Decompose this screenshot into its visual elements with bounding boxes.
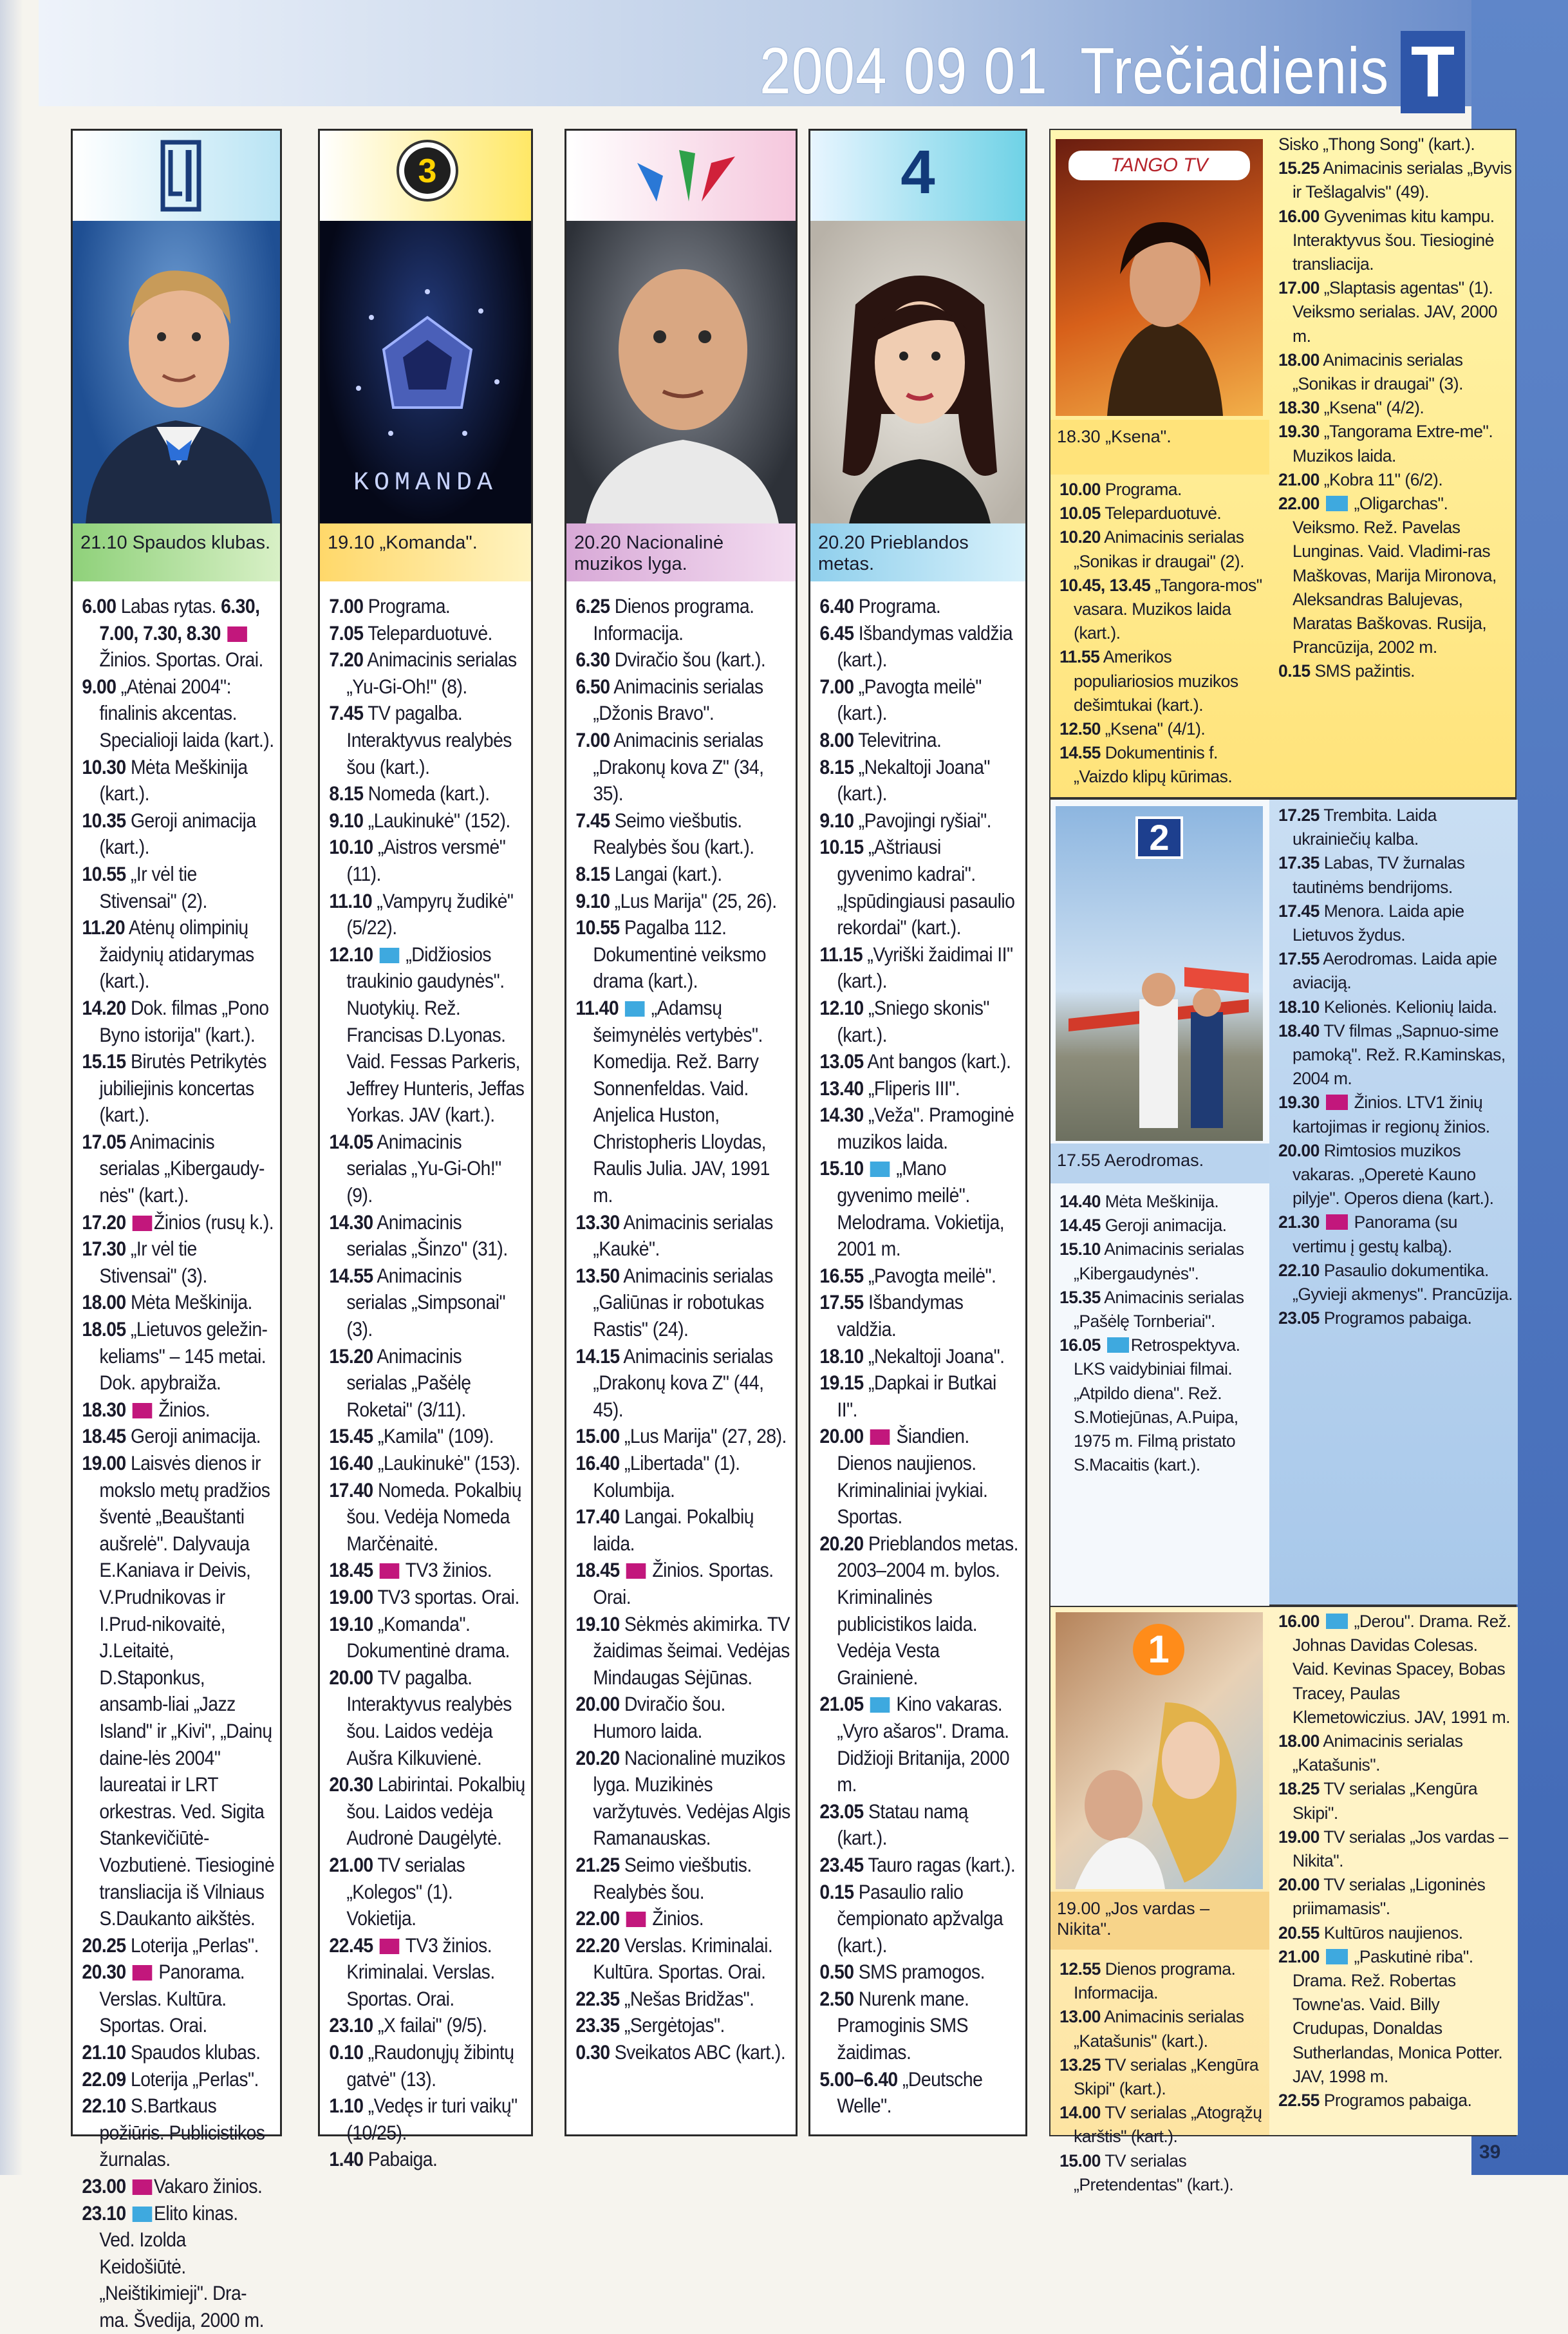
schedule-entry: 15.20 Animacinis serialas „Pašėlę Roketai" (3/11). xyxy=(329,1344,471,1421)
film-badge-icon xyxy=(870,1162,890,1177)
schedule-entry: 17.40 Nomeda. Pokalbių šou. Vedėja Nomeda Marčėnaitė. xyxy=(329,1478,522,1555)
schedule-entry: 19.10 Sėkmės akimirka. TV žaidimas šeimai. Vedėjas Mindaugas Sėjūnas. xyxy=(575,1612,790,1689)
film-badge-icon xyxy=(1107,1337,1129,1353)
schedule-entry: 8.00 Televitrina. xyxy=(819,728,942,751)
schedule-entry: 20.00 Šiandien. Dienos naujienos. Kriminaliniai įvykiai. Sportas. xyxy=(819,1424,988,1529)
lnk-host-photo xyxy=(566,221,796,523)
schedule-entry: 10.05 Teleparduotuvė. xyxy=(1059,504,1222,523)
channel-header-lnk xyxy=(566,131,796,221)
schedule-entry: 23.05 Programos pabaiga. xyxy=(1278,1308,1472,1328)
tv4-logo: 4 xyxy=(901,138,935,207)
schedule-entry: 23.10 „X failai" (9/5). xyxy=(329,2013,487,2037)
schedule-entry: 7.20 Animacinis serialas „Yu-Gi-Oh!" (8). xyxy=(329,648,517,698)
schedule-entry: 15.15 Birutės Petrikytės jubiliejinis koncertas (kart.). xyxy=(82,1049,266,1127)
lnk-logo-icon xyxy=(566,131,799,221)
schedule-entry: 20.20 Nacionalinė muzikos lyga. Muzikinės varžytuvės. Vedėjas Algis Ramanauskas. xyxy=(575,1746,790,1850)
schedule-entry: 17.30 „Ir vėl tie Stivensai" (3). xyxy=(82,1237,207,1287)
schedule-entry: 15.35 Animacinis serialas „Pašėlę Tornberiai". xyxy=(1059,1287,1244,1332)
schedule-entry: 23.05 Statau namą (kart.). xyxy=(819,1799,968,1850)
film-badge-icon xyxy=(133,2207,153,2222)
schedule-entry: 14.30 „Veža". Pramoginė muzikos laida. xyxy=(819,1103,1014,1153)
schedule-entry: 7.05 Teleparduotuvė. xyxy=(329,621,492,645)
schedule-entry: 10.00 Programa. xyxy=(1059,480,1182,499)
schedule-entry: 16.00 „Derou". Drama. Rež. Johnas Davidas Colesas. Vaid. Kevinas Spacey, Bobas Tracey, Paulas Klemetowiczius. JAV, 1991 m. xyxy=(1278,1612,1511,1727)
schedule-entry: 17.20 Žinios (rusų k.). xyxy=(82,1210,274,1234)
schedule-entry: 16.00 Gyvenimas kitu kampu. Interaktyvus šou. Tiesioginė transliacija. xyxy=(1278,206,1495,274)
schedule-entry: 18.45 Žinios. Sportas. Orai. xyxy=(575,1558,774,1608)
schedule-entry: 2.50 Nurenk mane. Pramoginis SMS žaidimas. xyxy=(819,1986,969,2064)
schedule-entry: 7.45 Seimo viešbutis. Realybės šou (kart.). xyxy=(575,808,754,859)
schedule-entry: 22.00 Žinios. xyxy=(575,1906,704,1930)
schedule-entry: 20.30 Labirintai. Pokalbių šou. Laidos vedėja Audronė Daugėlytė. xyxy=(329,1773,525,1850)
schedule-entry: 17.00 „Slaptasis agentas" (1). Veiksmo serialas. JAV, 2000 m. xyxy=(1278,278,1497,346)
channel-column-lnk xyxy=(565,129,798,2136)
schedule-entry: 17.55 Aerodromas. Laida apie aviaciją. xyxy=(1278,949,1497,993)
schedule-entry: 19.30 Žinios. LTV1 žinių kartojimas ir regionų žinios. xyxy=(1278,1093,1490,1136)
page-number: 39 xyxy=(1479,2141,1501,2163)
news-badge-icon xyxy=(870,1429,890,1445)
schedule-entry: 10.55 „Ir vėl tie Stivensai" (2). xyxy=(82,861,207,912)
schedule-entry: 14.20 Dok. filmas „Pono Byno istorija" (kart.). xyxy=(82,995,269,1046)
schedule-entry: 21.30 Panorama (su vertimu į gestų kalbą). xyxy=(1278,1212,1458,1256)
schedule-entry: 12.55 Dienos programa. Informacija. xyxy=(1059,1959,1236,2003)
tango-left xyxy=(1050,130,1269,800)
tango-right xyxy=(1269,130,1518,797)
schedule-entry: 10.35 Geroji animacija (kart.). xyxy=(82,808,256,859)
tv3-komanda-photo xyxy=(320,221,531,523)
news-badge-icon xyxy=(380,1563,400,1579)
schedule-entry: 19.30 „Tangorama Extre-me". Muzikos laida. xyxy=(1278,422,1493,466)
schedule-entry: 20.25 Loterija „Perlas". xyxy=(82,1933,259,1957)
section-letter: T xyxy=(1401,31,1465,113)
schedule-entry: 19.00 TV serialas „Jos vardas – Nikita". xyxy=(1278,1827,1508,1871)
news-badge-icon xyxy=(133,1216,153,1231)
schedule-entry: 16.55 „Pavogta meilė". xyxy=(819,1263,996,1287)
schedule-entry: 23.45 Tauro ragas (kart.). xyxy=(819,1852,1016,1876)
schedule-entry: 15.10 Animacinis serialas „Kibergaudynės". xyxy=(1059,1239,1244,1283)
film-badge-icon xyxy=(1326,1949,1348,1964)
schedule-entry: 22.20 Verslas. Kriminalai. Kultūra. Sportas. Orai. xyxy=(575,1933,773,1984)
ltv2-band xyxy=(1049,798,1517,1606)
schedule-entry: 18.45 Geroji animacija. xyxy=(82,1424,261,1448)
tango-caption: 18.30 „Ksena". xyxy=(1050,420,1269,475)
schedule-entry: 18.30 „Ksena" (4/2). xyxy=(1278,398,1424,418)
tango-band xyxy=(1049,129,1517,798)
schedule-entry: 14.55 Dokumentinis f. „Vaizdo klipų kūrimas. xyxy=(1059,743,1233,787)
schedule-entry: 9.10 „Pavojingi ryšiai". xyxy=(819,808,991,832)
schedule-entry: 15.25 Animacinis serialas „Byvis ir Tešlagalvis" (49). xyxy=(1278,158,1512,202)
schedule-entry: 21.00 „Kobra 11" (6/2). xyxy=(1278,469,1443,489)
schedule-entry: 20.20 Prieblandos metas. 2003–2004 m. bylos. Kriminalinės publicistikos laida. Vedėja Vesta Grainienė. xyxy=(819,1531,1018,1689)
schedule-entry: 22.55 Programos pabaiga. xyxy=(1278,2091,1472,2111)
film-badge-icon xyxy=(380,948,400,963)
schedule-entry: 8.15 „Nekaltoji Joana" (kart.). xyxy=(819,755,990,805)
film-badge-icon xyxy=(1326,496,1348,511)
schedule-entry: 22.35 „Nešas Bridžas". xyxy=(575,1986,754,2010)
schedule-entry: 6.40 Programa. xyxy=(819,594,941,617)
schedule-entry: 0.50 SMS pramogos. xyxy=(819,1960,985,1984)
schedule-entry: 10.45, 13.45 „Tangora-mos" vasara. Muzikos laida (kart.). xyxy=(1059,575,1262,643)
ltv2-schedule-left xyxy=(1050,1190,1269,1477)
schedule-entry: 21.10 Spaudos klubas. xyxy=(82,2040,261,2064)
schedule-entry: 20.00 TV pagalba. Interaktyvus realybės šou. Laidos vedėja Aušra Kilkuvienė. xyxy=(329,1665,512,1769)
schedule-entry: 6.45 Išbandymas valdžia (kart.). xyxy=(819,621,1013,672)
schedule-entry: 14.30 Animacinis serialas „Šinzo" (31). xyxy=(329,1210,508,1261)
schedule-entry: 10.10 „Aistros versmė" (11). xyxy=(329,835,506,885)
schedule-entry: 13.50 Animacinis serialas „Galiūnas ir robotukas Rastis" (24). xyxy=(575,1263,773,1341)
schedule-entry: 11.55 Amerikos populiariosios muzikos dešimtukai (kart.). xyxy=(1059,647,1238,715)
schedule-entry: 19.00 Laisvės dienos ir mokslo metų pradžios šventė „Beauštanti aušrelė". Dalyvauja E.Kaniava ir Deivis, V.Prudnikovas ir I.Prud-nikovaitė, J.Leitaitė, D.Staponkus, ansamb-liai „Jazz Island" ir „Kivi", „Dainų daine-lės 2004" laureatai ir LRT orkestras. Ved. Sigita Stankevičiūtė-Vozbutienė. Tiesioginė transliacija iš Vilniaus S.Daukanto aikštės. xyxy=(82,1451,275,1930)
news-badge-icon xyxy=(133,2179,153,2195)
schedule-entry: 10.20 Animacinis serialas „Sonikas ir draugai" (2). xyxy=(1059,527,1244,571)
schedule-entry: 15.45 „Kamila" (109). xyxy=(329,1424,494,1448)
schedule-entry: 13.30 Animacinis serialas „Kaukė". xyxy=(575,1210,773,1261)
lrt-schedule-list xyxy=(73,593,280,2334)
schedule-entry: 7.00 Programa. xyxy=(329,594,451,617)
schedule-entry: 11.40 „Adamsų šeimynėlės vertybės". Komedija. Rež. Barry Sonnenfeldas. Vaid. Anjelica Huston, Christopheris Lloydas, Raulis Julia. JAV, 1991 m. xyxy=(575,995,770,1207)
schedule-entry: 13.00 Animacinis serialas „Katašunis" (kart.). xyxy=(1059,2007,1244,2051)
schedule-entry: 22.10 Pasaulio dokumentika. „Gyvieji akmenys". Prancūzija. xyxy=(1278,1260,1513,1304)
tv3-caption: 19.10 „Komanda". xyxy=(320,523,531,581)
schedule-entry: 19.10 „Komanda". Dokumentinė drama. xyxy=(329,1612,510,1662)
lrt-logo-icon xyxy=(73,131,284,221)
news-badge-icon xyxy=(1326,1095,1348,1110)
schedule-entry: 6.00 Labas rytas. 6.30, 7.00, 7.30, 8.30 Žinios. Sportas. Orai. xyxy=(82,594,263,672)
schedule-entry: 17.55 Išbandymas valdžia. xyxy=(819,1290,964,1341)
schedule-entry: 22.00 „Oligarchas". Veiksmo. Rež. Pavelas Lunginas. Vaid. Vladimi-ras Maškovas, Marija Mironova, Aleksandras Balujevas, Maratas Baškovas. Rusija, Prancūzija, 2002 m. xyxy=(1278,494,1497,657)
schedule-entry: 18.00 Mėta Meškinija. xyxy=(82,1290,252,1314)
schedule-entry: 1.10 „Vedęs ir turi vaikų" (10/25). xyxy=(329,2094,518,2144)
schedule-entry: 19.15 „Dapkai ir Butkai II". xyxy=(819,1371,996,1421)
film-badge-icon xyxy=(1326,1614,1348,1629)
news-badge-icon xyxy=(626,1912,646,1927)
lrt-host-photo xyxy=(73,221,280,523)
schedule-entry: 21.05 Kino vakaras. „Vyro ašaros". Drama. Didžioji Britanija, 2000 m. xyxy=(819,1692,1009,1796)
schedule-entry: 14.40 Mėta Meškinija. xyxy=(1059,1192,1219,1211)
schedule-entry: 20.00 Rimtosios muzikos vakaras. „Operetė Kauno pilyje". Operos diena (kart.). xyxy=(1278,1140,1494,1209)
schedule-entry: 18.10 „Nekaltoji Joana". xyxy=(819,1344,1005,1368)
schedule-entry: 11.20 Atėnų olimpinių žaidynių atidarymas (kart.). xyxy=(82,916,254,993)
schedule-entry: 14.45 Geroji animacija. xyxy=(1059,1216,1227,1236)
schedule-entry: 23.10 Elito kinas. Ved. Izolda Keidošiūtė. „Neištikimieji". Dra-ma. Švedija, 2000 m. xyxy=(82,2201,264,2331)
schedule-entry: 12.10 „Sniego skonis" (kart.). xyxy=(819,995,989,1046)
ch1-right xyxy=(1269,1607,1518,2135)
tv3-photo-label: KOMANDA xyxy=(353,469,498,498)
ltv2-aerodrome-photo xyxy=(1056,806,1263,1141)
schedule-entry: 19.00 TV3 sportas. Orai. xyxy=(329,1585,519,1608)
schedule-entry: 13.40 „Fliperis III". xyxy=(819,1076,960,1100)
tango-schedule-right xyxy=(1269,133,1518,684)
schedule-entry: 18.30 Žinios. xyxy=(82,1397,210,1421)
ch1-schedule-left xyxy=(1050,1957,1269,2197)
news-badge-icon xyxy=(626,1563,646,1579)
ch1-left xyxy=(1050,1607,1269,2194)
schedule-entry: Sisko „Thong Song" (kart.). xyxy=(1278,135,1475,154)
news-badge-icon xyxy=(227,626,247,642)
schedule-entry: 18.10 Kelionės. Kelionių laida. xyxy=(1278,997,1497,1017)
lnk-schedule-list xyxy=(566,593,796,2066)
ch1-logo: 1 xyxy=(1133,1624,1184,1675)
tango-xena-photo xyxy=(1056,139,1263,416)
channel-header-tv4 xyxy=(810,131,1025,221)
schedule-entry: 6.30 Dviračio šou (kart.). xyxy=(575,648,766,672)
schedule-entry: 18.00 Animacinis serialas „Sonikas ir draugai" (3). xyxy=(1278,350,1463,394)
lnk-caption: 20.20 Nacionalinė muzikos lyga. xyxy=(566,523,796,581)
schedule-entry: 17.05 Animacinis serialas „Kibergaudy-nės" (kart.). xyxy=(82,1129,265,1207)
channel-column-tv4 xyxy=(808,129,1027,2136)
tv4-caption: 20.20 Prieblandos metas. xyxy=(810,523,1025,581)
page-date: 2004 09 01 Trečiadienis xyxy=(760,34,1390,108)
tv3-schedule-list xyxy=(320,593,531,2173)
schedule-entry: 15.10 „Mano gyvenimo meilė". Melodrama. Vokietija, 2001 m. xyxy=(819,1156,1005,1261)
schedule-entry: 0.10 „Raudonųjų žibintų gatvė" (13). xyxy=(329,2040,514,2091)
schedule-entry: 9.10 „Lus Marija" (25, 26). xyxy=(575,889,777,912)
schedule-entry: 10.15 „Aštriausi gyvenimo kadrai". „Įspūdingiausi pasaulio rekordai" (kart.). xyxy=(819,835,1015,939)
schedule-entry: 10.55 Pagalba 112. Dokumentinė veiksmo drama (kart.). xyxy=(575,916,767,993)
schedule-entry: 8.15 Nomeda (kart.). xyxy=(329,782,490,805)
channel-column-tv3 xyxy=(318,129,533,2171)
schedule-entry: 15.00 TV serialas „Pretendentas" (kart.). xyxy=(1059,2150,1234,2194)
schedule-entry: 18.25 TV serialas „Kengūra Skipi". xyxy=(1278,1779,1478,1823)
page-left-edge xyxy=(0,0,23,2175)
news-badge-icon xyxy=(133,1403,153,1418)
schedule-entry: 0.15 Pasaulio ralio čempionato apžvalga (kart.). xyxy=(819,1879,1003,1957)
schedule-entry: 20.00 Dviračio šou. Humoro laida. xyxy=(575,1692,725,1742)
tv3-logo-text: 3 xyxy=(418,153,437,190)
ch1-schedule-right xyxy=(1269,1610,1518,2113)
schedule-entry: 6.25 Dienos programa. Informacija. xyxy=(575,594,754,645)
schedule-entry: 0.15 SMS pažintis. xyxy=(1278,661,1415,681)
schedule-entry: 14.55 Animacinis serialas „Simpsonai" (3). xyxy=(329,1263,506,1341)
channel-header-lrt xyxy=(73,131,280,221)
schedule-entry: 15.00 „Lus Marija" (27, 28). xyxy=(575,1424,787,1448)
ltv2-left xyxy=(1050,800,1269,1607)
ch1-caption: 19.00 „Jos vardas – Nikita". xyxy=(1050,1892,1269,1950)
schedule-entry: 11.10 „Vampyrų žudikė" (5/22). xyxy=(329,889,514,939)
schedule-entry: 5.00–6.40 „Deutsche Welle". xyxy=(819,2067,983,2118)
schedule-entry: 16.40 „Libertada" (1). Kolumbija. xyxy=(575,1451,740,1501)
channel-column-lrt xyxy=(71,129,282,2331)
lrt-caption: 21.10 Spaudos klubas. xyxy=(73,523,280,581)
schedule-entry: 22.09 Loterija „Perlas". xyxy=(82,2067,259,2091)
schedule-entry: 20.55 Kultūros naujienos. xyxy=(1278,1923,1463,1943)
tv4-schedule-list xyxy=(810,593,1025,2120)
tv4-host-photo xyxy=(810,221,1025,523)
tango-schedule-left xyxy=(1050,478,1269,789)
schedule-entry: 21.25 Seimo viešbutis. Realybės šou. xyxy=(575,1852,752,1903)
schedule-entry: 21.00 TV serialas „Kolegos" (1). Vokietija. xyxy=(329,1852,465,1930)
schedule-entry: 14.00 TV serialas „Atogrąžų karštis" (kart.). xyxy=(1059,2103,1262,2147)
ltv2-right xyxy=(1269,800,1518,1605)
schedule-entry: 22.10 S.Bartkaus požiūris. Publicistikos žurnalas. xyxy=(82,2094,265,2171)
schedule-entry: 14.05 Animacinis serialas „Yu-Gi-Oh!" (9). xyxy=(329,1129,501,1207)
tango-logo: TANGO TV xyxy=(1069,151,1250,180)
schedule-entry: 7.00 „Pavogta meilė" (kart.). xyxy=(819,674,982,725)
schedule-entry: 22.45 TV3 žinios. Kriminalai. Verslas. Sportas. Orai. xyxy=(329,1933,495,2010)
schedule-entry: 0.30 Sveikatos ABC (kart.). xyxy=(575,2040,786,2064)
schedule-entry: 9.00 „Atėnai 2004": finalinis akcentas. Specialioji laida (kart.). xyxy=(82,674,274,751)
schedule-entry: 13.05 Ant bangos (kart.). xyxy=(819,1049,1011,1073)
schedule-entry: 16.40 „Laukinukė" (153). xyxy=(329,1451,520,1474)
film-badge-icon xyxy=(870,1697,890,1713)
tv3-logo-icon xyxy=(320,131,535,221)
schedule-entry: 8.15 Langai (kart.). xyxy=(575,861,722,885)
schedule-entry: 12.10 „Didžiosios traukinio gaudynės". Nuotykių. Rež. Francisas D.Lyonas. Vaid. Fessas Parkeris, Jeffrey Hunteris, Jeffas Yorkas. JAV (kart.). xyxy=(329,942,525,1127)
ltv2-logo: 2 xyxy=(1135,816,1183,859)
schedule-entry: 21.00 „Paskutinė riba". Drama. Rež. Robertas Towne'as. Vaid. Billy Crudupas, Donaldas Sutherlandas, Monica Potter. JAV, 1998 m. xyxy=(1278,1946,1503,2086)
channel-header-tv3 xyxy=(320,131,531,221)
news-badge-icon xyxy=(133,1965,153,1981)
news-badge-icon xyxy=(1326,1214,1348,1230)
schedule-entry: 17.35 Labas, TV žurnalas tautinėms bendrijoms. xyxy=(1278,853,1465,897)
schedule-entry: 18.05 „Lietuvos geležin-keliams" – 145 metai. Dok. apybraiža. xyxy=(82,1317,268,1395)
news-badge-icon xyxy=(380,1939,400,1954)
schedule-entry: 6.50 Animacinis serialas „Džonis Bravo". xyxy=(575,674,763,725)
schedule-entry: 23.00 Vakaro žinios. xyxy=(82,2174,263,2198)
schedule-entry: 16.05 Retrospektyva. LKS vaidybiniai filmai. „Atpildo diena". Rež. S.Motiejūnas, A.Puipa, 1975 m. Filmą pristato S.Macaitis (kart.). xyxy=(1059,1335,1240,1475)
schedule-entry: 17.45 Menora. Laida apie Lietuvos žydus. xyxy=(1278,901,1464,945)
schedule-entry: 11.15 „Vyriški žaidimai II" (kart.). xyxy=(819,942,1013,993)
schedule-entry: 7.45 TV pagalba. Interaktyvus realybės šou (kart.). xyxy=(329,701,512,778)
film-badge-icon xyxy=(625,1001,645,1017)
schedule-entry: 7.00 Animacinis serialas „Drakonų kova Z" (34, 35). xyxy=(575,728,764,805)
schedule-entry: 20.00 TV serialas „Ligoninės priimamasis". xyxy=(1278,1875,1486,1919)
schedule-entry: 20.30 Panorama. Verslas. Kultūra. Sportas. Orai. xyxy=(82,1960,245,2037)
ltv2-schedule-right xyxy=(1269,804,1518,1330)
ch1-nikita-photo xyxy=(1056,1612,1263,1889)
schedule-entry: 10.30 Mėta Meškinija (kart.). xyxy=(82,755,248,805)
schedule-entry: 18.00 Animacinis serialas „Katašunis". xyxy=(1278,1731,1463,1775)
schedule-entry: 17.40 Langai. Pokalbių laida. xyxy=(575,1505,754,1555)
ltv2-caption: 17.55 Aerodromas. xyxy=(1050,1143,1269,1183)
schedule-entry: 12.50 „Ksena" (4/1). xyxy=(1059,719,1206,739)
schedule-entry: 13.25 TV serialas „Kengūra Skipi" (kart.). xyxy=(1059,2055,1259,2099)
schedule-entry: 9.10 „Laukinukė" (152). xyxy=(329,808,510,832)
schedule-entry: 23.35 „Sergėtojas". xyxy=(575,2013,725,2037)
schedule-entry: 17.25 Trembita. Laida ukrainiečių kalba. xyxy=(1278,805,1437,849)
schedule-entry: 14.15 Animacinis serialas „Drakonų kova Z" (44, 45). xyxy=(575,1344,773,1421)
schedule-entry: 1.40 Pabaiga. xyxy=(329,2147,438,2171)
schedule-entry: 18.45 TV3 žinios. xyxy=(329,1558,492,1582)
schedule-entry: 18.40 TV filmas „Sapnuo-sime pamoką". Rež. R.Kaminskas, 2004 m. xyxy=(1278,1021,1506,1089)
